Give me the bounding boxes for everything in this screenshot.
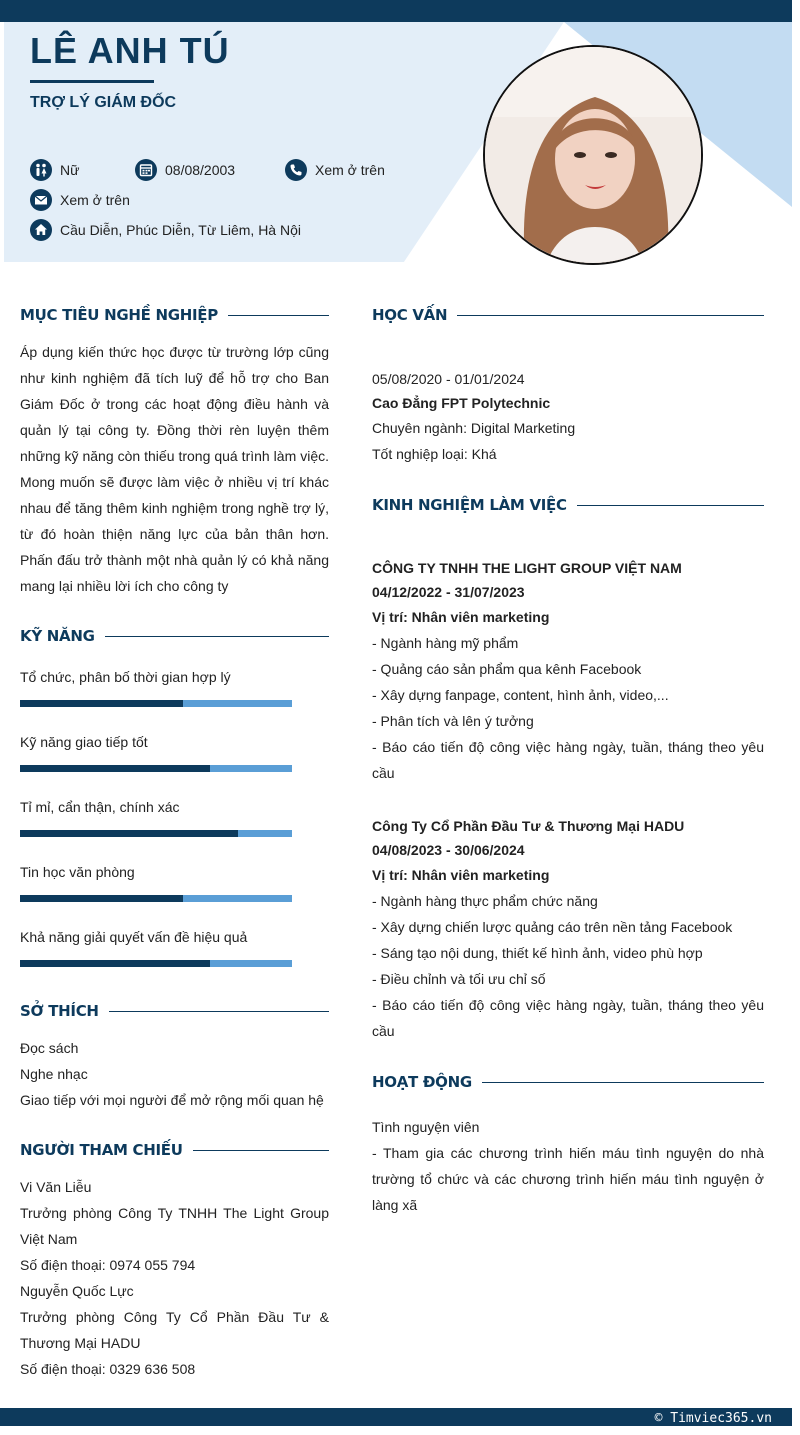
skill-fill — [20, 830, 238, 837]
hobby-item: Đọc sách — [20, 1040, 79, 1056]
activity-desc: - Tham gia các chương trình hiến máu tình nguyện do nhà trường tổ chức và các chương trình hiến máu tình nguyện ở làng xã — [372, 1145, 764, 1213]
reference-phone: Số điện thoại: 0329 636 508 — [20, 1361, 196, 1377]
skills-title: KỸ NĂNG — [20, 627, 95, 645]
experience-header — [372, 496, 764, 514]
job-duty: - Sáng tạo nội dung, thiết kế hình ảnh, video phù hợp — [372, 945, 703, 961]
section-rule — [193, 1150, 329, 1151]
reference-role: Trưởng phòng Công Ty Cổ Phần Đầu Tư & Thương Mại HADU — [20, 1309, 329, 1351]
activities-title: HOẠT ĐỘNG — [372, 1073, 472, 1091]
hobby-item: Giao tiếp với mọi người để mở rộng mối quan hệ — [20, 1092, 324, 1108]
education-school: Cao Đẳng FPT Polytechnic — [372, 395, 551, 411]
section-rule — [482, 1082, 764, 1083]
reference-phone: Số điện thoại: 0974 055 794 — [20, 1257, 196, 1273]
references-header — [20, 1141, 329, 1159]
name-underline — [30, 80, 154, 83]
hobbies-title: SỞ THÍCH — [20, 1002, 99, 1020]
section-rule — [109, 1011, 329, 1012]
email-value: Xem ở trên — [60, 192, 130, 208]
section-rule — [105, 636, 329, 637]
skill-label: Tỉ mỉ, cẩn thận, chính xác — [20, 799, 180, 815]
address-info — [30, 219, 301, 241]
experience-title: KINH NGHIỆM LÀM VIỆC — [372, 496, 567, 514]
objective-title: MỤC TIÊU NGHỀ NGHIỆP — [20, 306, 218, 324]
mail-icon — [30, 189, 52, 211]
job-company: Công Ty Cổ Phần Đầu Tư & Thương Mại HADU — [372, 818, 685, 834]
skill-fill — [20, 700, 183, 707]
skills-header — [20, 627, 329, 645]
profile-photo — [483, 45, 703, 265]
skill-fill — [20, 960, 210, 967]
job-company: CÔNG TY TNHH THE LIGHT GROUP VIỆT NAM — [372, 560, 682, 576]
candidate-name: LÊ ANH TÚ — [30, 30, 230, 71]
activity-role: Tình nguyện viên — [372, 1119, 480, 1135]
job-duty: - Ngành hàng mỹ phẩm — [372, 635, 519, 651]
job-duty: - Báo cáo tiến độ công việc hàng ngày, tuần, tháng theo yêu cầu — [372, 739, 764, 781]
skill-bar — [20, 960, 292, 967]
objective-text: Áp dụng kiến thức học được từ trường lớp cũng như kinh nghiệm đã tích luỹ để hỗ trợ cho Ban Giám Đốc ở trong các hoạt động điều hành và quản lý tại công ty. Đồng thời rèn luyện thêm những kỹ năng còn thiếu trong quá trình làm việc. Mong muốn sẽ được làm việc ở nhiều vị trí khác nhau để tăng thêm kinh nghiệm trong nghề trợ lý, từ đó hoàn thiện năng lực của bản thân hơn. Phấn đấu trở thành một nhà quản lý có khả năng mang lại nhiều lời ích cho công ty — [20, 344, 329, 594]
job-duty: - Báo cáo tiến độ công việc hàng ngày, tuần, tháng theo yêu cầu — [372, 997, 764, 1039]
skill-label: Kỹ năng giao tiếp tốt — [20, 734, 148, 750]
birthday-info — [135, 159, 235, 181]
job-position: Vị trí: Nhân viên marketing — [372, 609, 550, 625]
job-position: Vị trí: Nhân viên marketing — [372, 867, 550, 883]
job-duty: - Phân tích và lên ý tưởng — [372, 713, 534, 729]
reference-name: Nguyễn Quốc Lực — [20, 1283, 134, 1299]
skill-fill — [20, 765, 210, 772]
references-title: NGƯỜI THAM CHIẾU — [20, 1141, 183, 1159]
skill-label: Tin học văn phòng — [20, 864, 135, 880]
activities-header — [372, 1073, 764, 1091]
hobbies-header — [20, 1002, 329, 1020]
skill-bar — [20, 765, 292, 772]
home-icon — [30, 219, 52, 241]
skill-bar — [20, 895, 292, 902]
reference-role: Trưởng phòng Công Ty TNHH The Light Group Việt Nam — [20, 1205, 329, 1247]
skill-label: Khả năng giải quyết vấn đề hiệu quả — [20, 929, 248, 945]
education-grade: Tốt nghiệp loại: Khá — [372, 446, 497, 462]
gender-icon — [30, 159, 52, 181]
section-rule — [228, 315, 329, 316]
section-rule — [457, 315, 764, 316]
skill-fill — [20, 895, 183, 902]
skill-bar — [20, 830, 292, 837]
phone-icon — [285, 159, 307, 181]
gender-info — [30, 159, 79, 181]
email-info — [30, 189, 130, 211]
reference-name: Vi Văn Liễu — [20, 1179, 92, 1195]
job-duty: - Ngành hàng thực phẩm chức năng — [372, 893, 598, 909]
job-duty: - Xây dựng chiến lược quảng cáo trên nền tảng Facebook — [372, 919, 733, 935]
job-duty: - Quảng cáo sản phẩm qua kênh Facebook — [372, 661, 642, 677]
phone-info — [285, 159, 385, 181]
job-duty: - Điều chỉnh và tối ưu chỉ số — [372, 971, 546, 987]
job-title: TRỢ LÝ GIÁM ĐỐC — [30, 94, 177, 111]
birthday-value: 08/08/2003 — [165, 162, 236, 178]
phone-value: Xem ở trên — [315, 162, 385, 178]
skill-bar — [20, 700, 292, 707]
job-period: 04/12/2022 - 31/07/2023 — [372, 584, 525, 600]
skill-label: Tổ chức, phân bố thời gian hợp lý — [20, 669, 231, 685]
address-value: Cầu Diễn, Phúc Diễn, Từ Liêm, Hà Nội — [60, 222, 301, 238]
footer-credit[interactable]: © Timviec365.vn — [654, 1411, 772, 1426]
section-rule — [577, 505, 764, 506]
gender-value: Nữ — [60, 162, 80, 178]
education-period: 05/08/2020 - 01/01/2024 — [372, 371, 525, 387]
top-bar — [0, 0, 792, 22]
job-period: 04/08/2023 - 30/06/2024 — [372, 842, 525, 858]
education-title: HỌC VẤN — [372, 306, 448, 324]
education-major: Chuyên ngành: Digital Marketing — [372, 420, 576, 436]
hobby-item: Nghe nhạc — [20, 1066, 88, 1082]
objective-header — [20, 306, 329, 324]
calendar-icon — [135, 159, 157, 181]
education-header — [372, 306, 764, 324]
job-duty: - Xây dựng fanpage, content, hình ảnh, video,... — [372, 687, 669, 703]
